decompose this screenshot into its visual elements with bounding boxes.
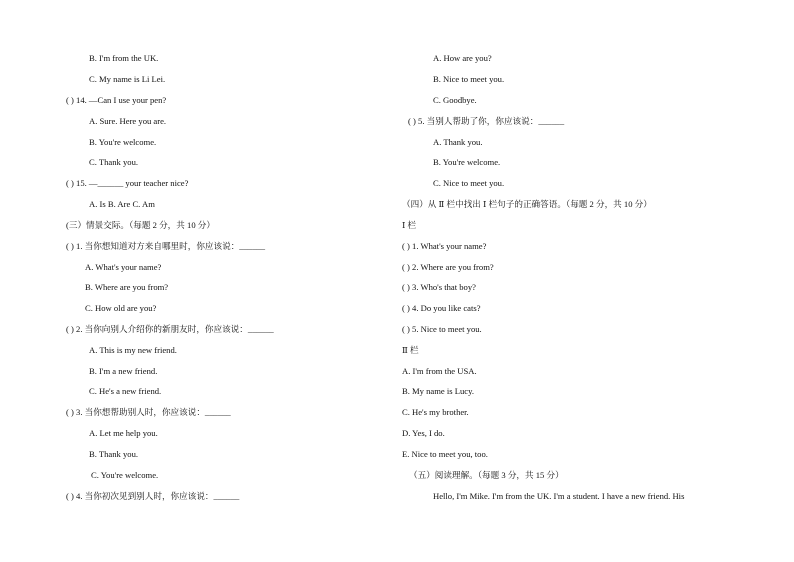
left-line: B. I'm from the UK. [89,53,159,63]
right-line: ( ) 1. What's your name? [402,241,487,251]
left-line: A. This is my new friend. [89,345,177,355]
left-line: C. How old are you? [85,303,157,313]
right-line: C. Goodbye. [433,95,477,105]
left-line: C. You're welcome. [91,470,159,480]
left-line: ( ) 15. —______ your teacher nice? [66,178,189,188]
right-line: B. My name is Lucy. [402,386,475,396]
right-line: D. Yes, I do. [402,428,445,438]
left-line: ( ) 1. 当你想知道对方来自哪里时，你应该说：______ [66,241,266,251]
left-line: B. I'm a new friend. [89,366,158,376]
right-line: Ⅰ 栏 [402,220,417,230]
right-line: Hello, I'm Mike. I'm from the UK. I'm a student. I have a new friend. His [433,491,685,501]
right-line: B. Nice to meet you. [433,74,505,84]
right-line: A. Thank you. [433,137,483,147]
left-line: C. He's a new friend. [89,386,162,396]
right-line: C. He's my brother. [402,407,469,417]
left-line: C. Thank you. [89,157,139,167]
right-line: ( ) 5. 当别人帮助了你，你应该说：______ [408,116,565,126]
left-line: A. What's your name? [85,262,162,272]
right-line: Ⅱ 栏 [402,345,419,355]
left-line: ( ) 2. 当你向别人介绍你的新朋友时，你应该说：______ [66,324,274,334]
left-line: ( ) 3. 当你想帮助别人时，你应该说：______ [66,407,231,417]
right-line: ( ) 4. Do you like cats? [402,303,481,313]
right-line: B. You're welcome. [433,157,501,167]
right-line: ( ) 2. Where are you from? [402,262,494,272]
right-line: （五）阅读理解。（每题 3 分，共 15 分） [409,470,564,480]
right-line: A. How are you? [433,53,492,63]
right-line: C. Nice to meet you. [433,178,505,188]
left-line: A. Is B. Are C. Am [89,199,155,209]
left-line: C. My name is Li Lei. [89,74,166,84]
left-line: B. You're welcome. [89,137,157,147]
right-line: E. Nice to meet you, too. [402,449,488,459]
left-line: ( ) 14. —Can I use your pen? [66,95,167,105]
left-line: B. Where are you from? [85,282,169,292]
left-line: ( ) 4. 当你初次见到别人时，你应该说：______ [66,491,240,501]
left-line: (三）情景交际。（每题 2 分，共 10 分） [66,220,215,230]
left-line: A. Let me help you. [89,428,158,438]
right-line: A. I'm from the USA. [402,366,477,376]
right-line: （四）从 Ⅱ 栏中找出 Ⅰ 栏句子的正确答语。（每题 2 分，共 10 分） [402,199,652,209]
left-line: B. Thank you. [89,449,139,459]
right-line: ( ) 5. Nice to meet you. [402,324,482,334]
left-line: A. Sure. Here you are. [89,116,167,126]
right-line: ( ) 3. Who's that boy? [402,282,476,292]
